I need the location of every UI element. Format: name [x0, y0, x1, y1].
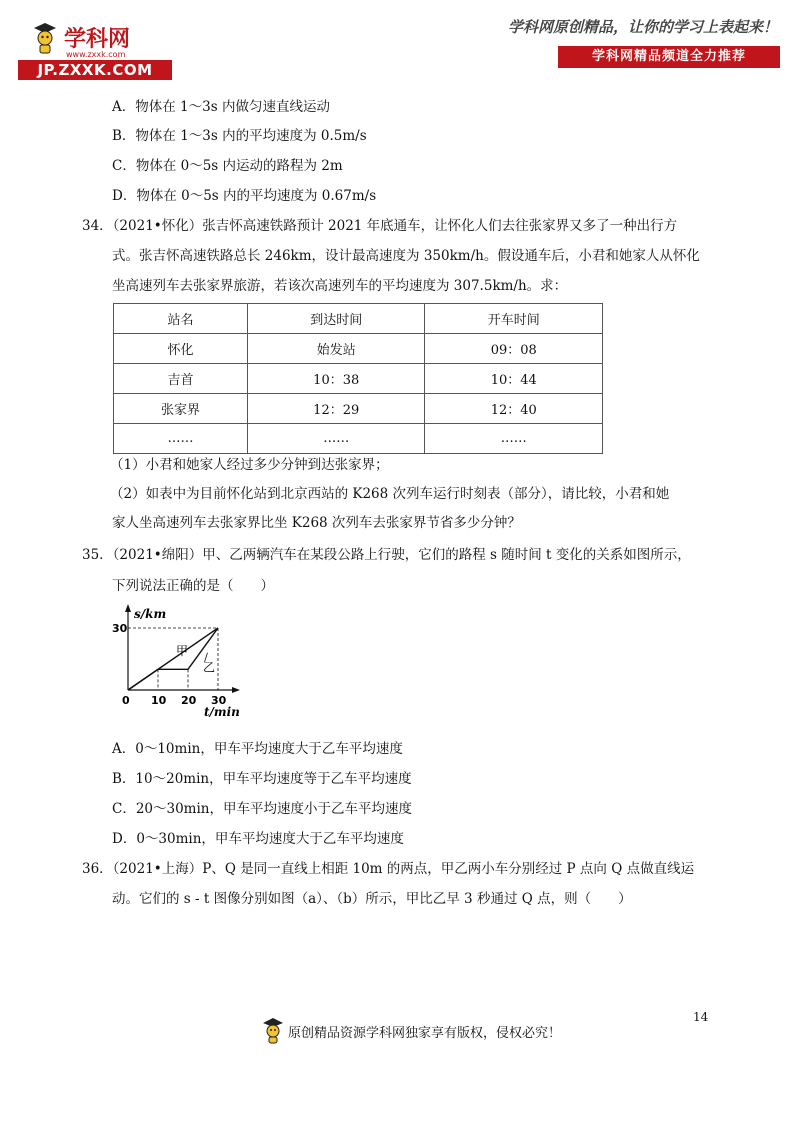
footer-copyright: 原创精品资源学科网独家享有版权，侵权必究！ — [288, 1026, 562, 1041]
table-cell: …… — [425, 424, 603, 454]
table-cell: …… — [247, 424, 425, 454]
x-tick-label: 20 — [181, 694, 197, 707]
q34-line-1: 34．（2021•怀化）张吉怀高速铁路预计 2021 年底通车，让怀化人们去往张家界又多了一种出行方 — [82, 218, 678, 234]
mascot-icon — [32, 20, 58, 54]
table-cell: 09：08 — [425, 334, 603, 364]
q34-sub-2-line-2: 家人坐高速列车去张家界比坐 K268 次列车去张家界节省多少分钟？ — [112, 515, 521, 531]
q33-option-a: A．物体在 1～3s 内做匀速直线运动 — [112, 99, 330, 115]
y-axis-arrow — [125, 604, 131, 612]
logo-banner: JP.ZXXK.COM — [18, 60, 172, 80]
q34-line-3: 坐高速列车去张家界旅游，若该次高速列车的平均速度为 307.5km/h。求： — [112, 278, 568, 294]
q36-line-1: 36．（2021•上海）P、Q 是同一直线上相距 10m 的两点，甲乙两小车分别经过 P 点向 Q 点做直线运 — [82, 861, 695, 877]
table-row — [114, 424, 603, 454]
table-header: 开车时间 — [425, 304, 603, 334]
y-axis-label: s/km — [134, 607, 167, 621]
q35-option-b: B．10～20min，甲车平均速度等于乙车平均速度 — [112, 771, 412, 787]
table-cell: 12：29 — [247, 394, 425, 424]
y-tick-label: 30 — [112, 622, 128, 635]
series-line — [128, 628, 218, 690]
table-cell: 12：40 — [425, 394, 603, 424]
table-cell: 张家界 — [114, 394, 248, 424]
table-cell: 10：44 — [425, 364, 603, 394]
x-tick-label: 10 — [151, 694, 167, 707]
x-axis-label: t/min — [204, 705, 240, 719]
timetable — [113, 303, 603, 454]
q36-line-2: 动。它们的 s - t 图像分别如图（a）、（b）所示，甲比乙早 3 秒通过 Q 点，则（ ） — [112, 891, 632, 907]
q35-option-a: A．0～10min，甲车平均速度大于乙车平均速度 — [112, 741, 403, 757]
slogan-banner: 学科网精品频道全力推荐 — [558, 46, 780, 68]
s-t-chart — [100, 598, 250, 723]
table-header: 到达时间 — [247, 304, 425, 334]
slogan: 学科网原创精品，让你的学习上表起来！ — [507, 18, 778, 36]
table-cell: 始发站 — [247, 334, 425, 364]
q33-option-b: B．物体在 1～3s 内的平均速度为 0.5m/s — [112, 128, 367, 144]
series-label: 乙 — [203, 660, 216, 675]
table-cell: 怀化 — [114, 334, 248, 364]
q33-option-d: D．物体在 0～5s 内的平均速度为 0.67m/s — [112, 188, 377, 204]
q35-line-1: 35．（2021•绵阳）甲、乙两辆汽车在某段公路上行驶，它们的路程 s 随时间 t 变化的关系如图所示， — [82, 547, 691, 563]
page-number: 14 — [693, 1010, 709, 1024]
mascot-icon — [262, 1016, 284, 1044]
q34-sub-2-line-1: （2）如表中为目前怀化站到北京西站的 K268 次列车运行时刻表（部分），请比较，小君和她 — [110, 486, 670, 502]
q34-line-2: 式。张吉怀高速铁路总长 246km，设计最高速度为 350km/h。假设通车后，小君和她家人从怀化 — [112, 248, 700, 264]
table-header: 站名 — [114, 304, 248, 334]
q33-option-c: C．物体在 0～5s 内运动的路程为 2m — [112, 158, 343, 174]
table-row — [114, 394, 603, 424]
table-header-row — [114, 304, 603, 334]
x-axis-arrow — [232, 687, 240, 693]
table-row — [114, 364, 603, 394]
table-cell: 10：38 — [247, 364, 425, 394]
logo — [14, 12, 164, 79]
q35-line-2: 下列说法正确的是（ ） — [112, 578, 274, 594]
q34-sub-1: （1）小君和她家人经过多少分钟到达张家界； — [110, 457, 389, 473]
table-cell: 吉首 — [114, 364, 248, 394]
table-cell: …… — [114, 424, 248, 454]
table-row — [114, 334, 603, 364]
x-tick-label: 30 — [211, 694, 227, 707]
q35-option-d: D．0～30min，甲车平均速度大于乙车平均速度 — [112, 831, 404, 847]
series-label: 甲 — [176, 643, 189, 658]
q35-option-c: C．20～30min，甲车平均速度小于乙车平均速度 — [112, 801, 412, 817]
origin-label: 0 — [122, 694, 130, 707]
logo-text: 学科网 — [64, 27, 131, 52]
logo-url-small: www.zxxk.com — [66, 50, 126, 59]
